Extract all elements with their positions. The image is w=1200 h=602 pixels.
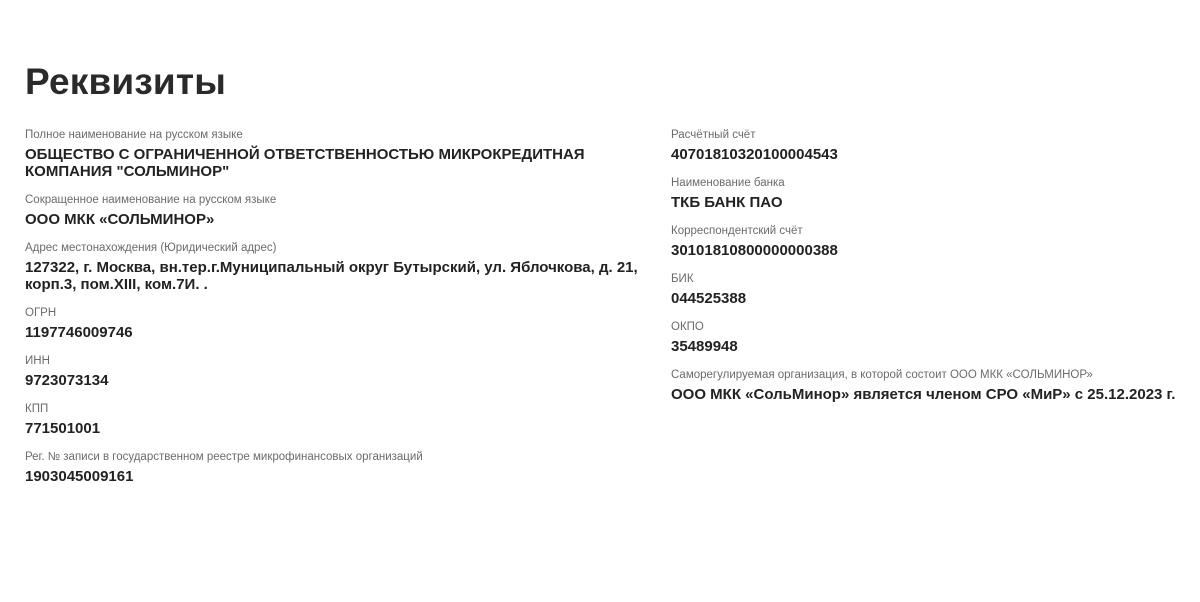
page-title: Реквизиты bbox=[25, 61, 227, 102]
field-label: Расчётный счёт bbox=[671, 129, 756, 141]
field-okpo bbox=[671, 320, 1200, 355]
field-label: КПП bbox=[25, 403, 49, 415]
field-value: 40701810320100004543 bbox=[671, 146, 838, 163]
field-label: ОГРН bbox=[25, 307, 57, 319]
field-full-name bbox=[25, 128, 665, 180]
field-value: 771501001 bbox=[25, 420, 101, 437]
field-value: ООО МКК «СольМинор» является членом СРО «МиР» с 25.12.2023 г. bbox=[671, 386, 1176, 403]
field-value: 1903045009161 bbox=[25, 468, 134, 485]
field-label: ОКПО bbox=[671, 321, 704, 333]
field-value: ОБЩЕСТВО С ОГРАНИЧЕННОЙ ОТВЕТСТВЕННОСТЬЮ МИКРОКРЕДИТНАЯ КОМПАНИЯ "СОЛЬМИНОР" bbox=[25, 146, 585, 180]
field-value: 1197746009746 bbox=[25, 324, 133, 341]
field-bank-name bbox=[671, 176, 1200, 211]
field-value: ТКБ БАНК ПАО bbox=[671, 194, 783, 211]
field-label: БИК bbox=[671, 273, 694, 285]
requisites-left-column bbox=[25, 128, 665, 498]
field-label: Саморегулируемая организация, в которой состоит ООО МКК «СОЛЬМИНОР» bbox=[671, 369, 1093, 381]
field-label: Наименование банка bbox=[671, 177, 785, 189]
field-kpp bbox=[25, 402, 665, 437]
field-label: Полное наименование на русском языке bbox=[25, 129, 243, 141]
field-value: ООО МКК «СОЛЬМИНОР» bbox=[25, 211, 215, 228]
field-sro-membership bbox=[671, 368, 1200, 403]
field-label: Корреспондентский счёт bbox=[671, 225, 803, 237]
field-ogrn bbox=[25, 306, 665, 341]
field-mfo-registry-number bbox=[25, 450, 665, 485]
field-value: 127322, г. Москва, вн.тер.г.Муниципальный округ Бутырский, ул. Яблочкова, д. 21, корп.3, пом.XIII, ком.7И. . bbox=[25, 259, 638, 293]
field-value: 9723073134 bbox=[25, 372, 109, 389]
field-label: Сокращенное наименование на русском языке bbox=[25, 194, 277, 206]
field-label: Рег. № записи в государственном реестре микрофинансовых организаций bbox=[25, 451, 423, 463]
field-bik bbox=[671, 272, 1200, 307]
field-value: 35489948 bbox=[671, 338, 738, 355]
requisites-right-column bbox=[671, 128, 1200, 416]
field-correspondent-account bbox=[671, 224, 1200, 259]
field-label: Адрес местонахождения (Юридический адрес) bbox=[25, 242, 277, 254]
field-label: ИНН bbox=[25, 355, 50, 367]
field-inn bbox=[25, 354, 665, 389]
field-value: 30101810800000000388 bbox=[671, 242, 838, 259]
field-settlement-account bbox=[671, 128, 1200, 163]
field-legal-address bbox=[25, 241, 665, 293]
field-short-name bbox=[25, 193, 665, 228]
field-value: 044525388 bbox=[671, 290, 747, 307]
